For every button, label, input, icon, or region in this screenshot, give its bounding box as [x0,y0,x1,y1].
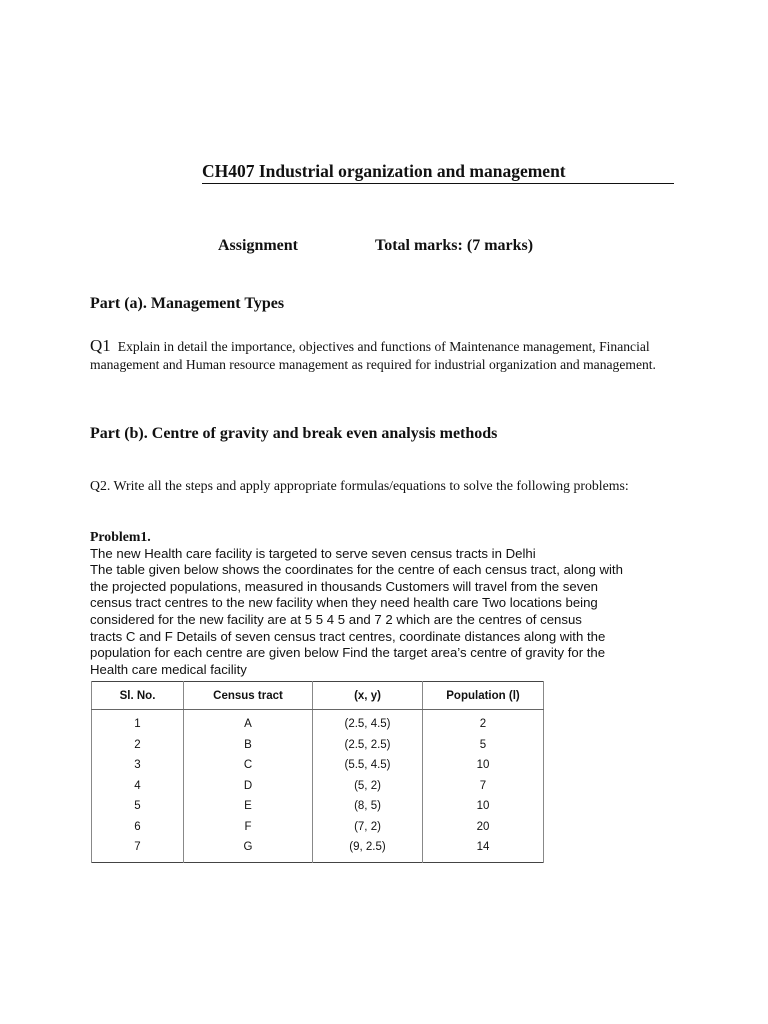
problem-1-line: population for each centre are given below Find the target area’s centre of gravity for the [90,645,606,661]
assignment-label: Assignment [218,237,299,254]
document-title: CH407 Industrial organization and management [202,161,674,184]
cell-census-tract: B [184,735,313,756]
cell-sl-no: 4 [92,776,184,797]
census-table [91,681,544,863]
problem-1-title: Problem1. [90,529,151,544]
cell-population: 5 [423,735,544,756]
cell-sl-no: 7 [92,837,184,862]
problem-1-line: The new Health care facility is targeted to serve seven census tracts in Delhi [90,545,536,561]
cell-sl-no: 3 [92,755,184,776]
cell-population: 2 [423,710,544,735]
cell-census-tract: F [184,817,313,838]
cell-sl-no: 5 [92,796,184,817]
cell-coordinates: (2.5, 4.5) [313,710,423,735]
cell-coordinates: (2.5, 2.5) [313,735,423,756]
cell-sl-no: 2 [92,735,184,756]
table-row [92,776,544,797]
question-1-text: Explain in detail the importance, objectives and functions of Maintenance management, Financial management and Human resource management as required for industrial organization and management. [90,339,656,372]
census-table-wrapper [91,681,544,863]
table-row [92,837,544,862]
cell-sl-no: 1 [92,710,184,735]
cell-census-tract: D [184,776,313,797]
cell-population: 20 [423,817,544,838]
header-census-tract: Census tract [184,682,313,710]
cell-coordinates: (9, 2.5) [313,837,423,862]
problem-1-line: the projected populations, measured in thousands Customers will travel from the seven [90,578,598,594]
problem-1-line: Health care medical facility [90,661,247,677]
cell-population: 14 [423,837,544,862]
cell-population: 7 [423,776,544,797]
table-row [92,755,544,776]
cell-census-tract: A [184,710,313,735]
problem-1-line: tracts C and F Details of seven census tract centres, coordinate distances along with the [90,628,606,644]
cell-coordinates: (8, 5) [313,796,423,817]
cell-population: 10 [423,796,544,817]
problem-1 [90,529,623,678]
table-row [92,710,544,735]
cell-coordinates: (5.5, 4.5) [313,755,423,776]
total-marks: Total marks: (7 marks) [375,237,534,254]
problem-1-line: considered for the new facility are at 5 5 4 5 and 7 2 which are the centres of census [90,611,582,627]
header-population: Population (l) [423,682,544,710]
cell-sl-no: 6 [92,817,184,838]
cell-population: 10 [423,755,544,776]
table-row [92,796,544,817]
cell-coordinates: (7, 2) [313,817,423,838]
table-row [92,817,544,838]
cell-coordinates: (5, 2) [313,776,423,797]
cell-census-tract: E [184,796,313,817]
problem-1-line: census tract centres to the new facility when they need health care Two locations being [90,595,598,611]
cell-census-tract: G [184,837,313,862]
table-header-row [92,682,544,710]
question-1 [90,337,690,374]
question-1-label: Q1 [90,336,111,355]
header-coordinates: (x, y) [313,682,423,710]
question-2: Q2. Write all the steps and apply appropriate formulas/equations to solve the following problems: [90,478,629,493]
problem-1-line: The table given below shows the coordinates for the centre of each census tract, along with [90,562,623,578]
header-sl-no: Sl. No. [92,682,184,710]
table-row [92,735,544,756]
part-b-heading: Part (b). Centre of gravity and break even analysis methods [90,425,498,442]
cell-census-tract: C [184,755,313,776]
part-a-heading: Part (a). Management Types [90,295,285,312]
